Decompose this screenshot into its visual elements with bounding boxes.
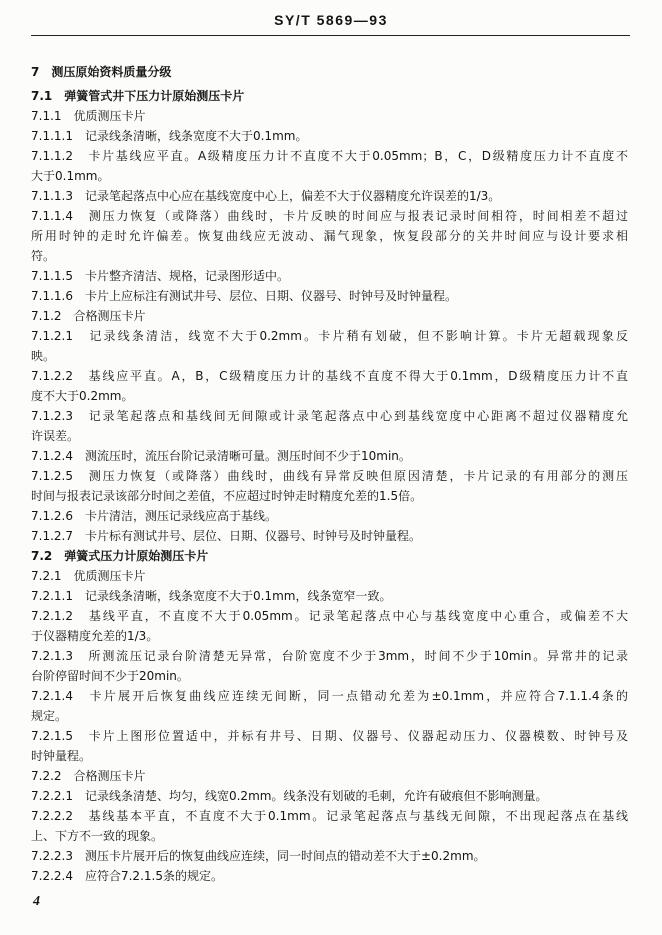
text-line: 7 测压原始资料质量分级 bbox=[31, 65, 172, 79]
text-line: 7.1.1.3 记录笔起落点中心应在基线宽度中心上，偏差不大于仪器精度允许误差的1/3。 bbox=[31, 189, 501, 203]
text-line: 7.2 弹簧式压力计原始测压卡片 bbox=[31, 549, 209, 563]
document-header: SY/T 5869—93 bbox=[274, 12, 388, 28]
text-line: 7.1 弹簧管式井下压力计原始测压卡片 bbox=[31, 89, 245, 103]
text-line: 7.1.1.1 记录线条清晰，线条宽度不大于0.1mm。 bbox=[31, 129, 308, 143]
text-line: 7.1.2.7 卡片标有测试井号、层位、日期、仪器号、时钟号及时钟量程。 bbox=[31, 529, 421, 543]
text-line: 台阶停留时间不少于20min。 bbox=[31, 669, 189, 683]
text-line: 7.1.1.6 卡片上应标注有测试井号、层位、日期、仪器号、时钟号及时钟量程。 bbox=[31, 289, 457, 303]
text-line: 大于0.1mm。 bbox=[31, 169, 110, 183]
text-line: 7.1.1.2 卡片基线应平直。A级精度压力计不直度不大于0.05mm；B，C，D级精度压力计不直度不 bbox=[31, 149, 628, 163]
text-line: 7.1.2 合格测压卡片 bbox=[31, 309, 146, 323]
text-line: 7.2.2.3 测压卡片展开后的恢复曲线应连续，同一时间点的错动差不大于±0.2mm。 bbox=[31, 849, 486, 863]
text-line: 映。 bbox=[31, 349, 56, 363]
document-body bbox=[31, 56, 628, 886]
text-line: 7.2.1 优质测压卡片 bbox=[31, 569, 146, 583]
header-rule bbox=[31, 35, 630, 36]
text-line: 7.2.1.4 卡片展开后恢复曲线应连续无间断，同一点错动允差为±0.1mm，并应符合7.1.1.4条的 bbox=[31, 689, 628, 703]
text-line: 上、下方不一致的现象。 bbox=[31, 829, 164, 843]
text-line: 时钟量程。 bbox=[31, 749, 92, 763]
text-line: 规定。 bbox=[31, 709, 68, 723]
text-line: 7.1.1.4 测压力恢复（或降落）曲线时，卡片反映的时间应与报表记录时间相符，时间相差不超过 bbox=[31, 209, 628, 223]
text-line: 所用时钟的走时允许偏差。恢复曲线应无波动、漏气现象，恢复段部分的关井时间应与设计要求相 bbox=[31, 229, 628, 243]
text-line: 7.1.2.1 记录线条清洁，线宽不大于0.2mm。卡片稍有划破，但不影响计算。卡片无超载现象反 bbox=[31, 329, 628, 343]
text-line: 7.2.2.1 记录线条清楚、均匀，线宽0.2mm。线条没有划破的毛刺，允许有破痕但不影响测量。 bbox=[31, 789, 548, 803]
text-line: 7.1.2.6 卡片清洁，测压记录线应高于基线。 bbox=[31, 509, 277, 523]
text-line: 7.1.2.5 测压力恢复（或降落）曲线时，曲线有异常反映但原因清楚，卡片记录的有用部分的测压 bbox=[31, 469, 628, 483]
text-line: 7.2.1.1 记录线条清晰，线条宽度不大于0.1mm，线条宽窄一致。 bbox=[31, 589, 392, 603]
text-line: 7.1.2.4 测流压时，流压台阶记录清晰可量。测压时间不少于10min。 bbox=[31, 449, 411, 463]
text-line: 7.2.1.3 所测流压记录台阶清楚无异常，台阶宽度不少于3mm，时间不少于10min。异常井的记录 bbox=[31, 649, 628, 663]
text-line: 于仪器精度允差的1/3。 bbox=[31, 629, 159, 643]
page-number: 4 bbox=[33, 894, 40, 909]
text-line: 7.2.2 合格测压卡片 bbox=[31, 769, 146, 783]
text-line: 7.1.2.2 基线应平直。A，B，C级精度压力计的基线不直度不得大于0.1mm，D级精度压力计不直 bbox=[31, 369, 628, 383]
text-line: 7.1.1 优质测压卡片 bbox=[31, 109, 146, 123]
text-line: 许误差。 bbox=[31, 429, 80, 443]
text-line: 7.2.2.2 基线基本平直，不直度不大于0.1mm。记录笔起落点与基线无间隙，不出现起落点在基线 bbox=[31, 809, 628, 823]
text-line: 时间与报表记录该部分时间之差值，不应超过时钟走时精度允差的1.5倍。 bbox=[31, 489, 423, 503]
text-line: 7.1.1.5 卡片整齐清洁、规格，记录图形适中。 bbox=[31, 269, 289, 283]
text-line: 度不大于0.2mm。 bbox=[31, 389, 134, 403]
text-line: 符。 bbox=[31, 249, 56, 263]
text-line: 7.2.1.5 卡片上图形位置适中，并标有井号、日期、仪器号、仪器起动压力、仪器模数、时钟号及 bbox=[31, 729, 628, 743]
text-line: 7.2.2.4 应符合7.2.1.5条的规定。 bbox=[31, 869, 223, 883]
text-line: 7.1.2.3 记录笔起落点和基线间无间隙或计录笔起落点中心到基线宽度中心距离不超过仪器精度允 bbox=[31, 409, 628, 423]
text-line: 7.2.1.2 基线平直，不直度不大于0.05mm。记录笔起落点中心与基线宽度中心重合，或偏差不大 bbox=[31, 609, 628, 623]
